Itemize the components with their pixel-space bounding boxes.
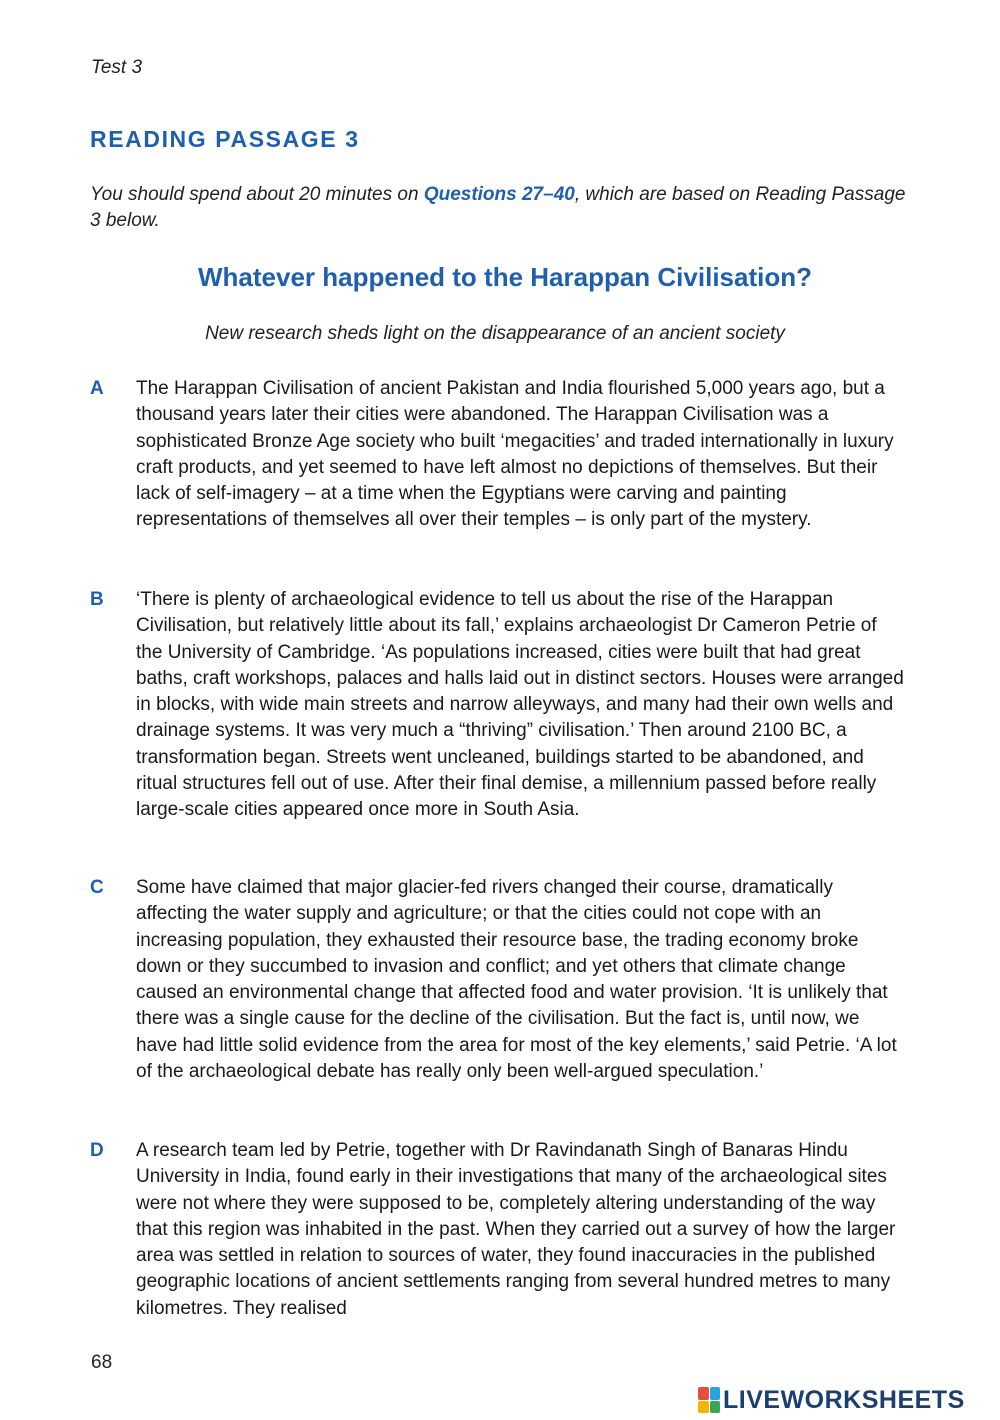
paragraph-text: Some have claimed that major glacier-fed rivers changed their course, dramatically affecting the water supply and agriculture; or that the cities could not cope with an increasing population, they exhausted their resource base, the trading economy broke down or they succumbed to invasion and conflict; and yet others that climate change caused an environmental change that affected food and water provision. ‘It is unlikely that there was a single cause for the decline of the civilisation. But the fact is, until now, we have had little solid evidence from the area for most of the key elements,’ said Petrie. ‘A lot of the archaeological debate has really only been well-argued speculation.’ (136, 877, 897, 1083)
paragraph-letter: A (90, 378, 104, 399)
instructions-before: You should spend about 20 minutes on (90, 184, 424, 205)
paragraph-letter: C (90, 877, 104, 898)
article-title: Whatever happened to the Harappan Civilisation? (198, 262, 812, 292)
paragraph-letter: D (90, 1140, 104, 1161)
passage-heading: READING PASSAGE 3 (90, 126, 360, 152)
paragraph-letter: B (90, 589, 104, 610)
question-range: Questions 27–40 (423, 184, 575, 205)
paragraph-text: A research team led by Petrie, together with Dr Ravindanath Singh of Banaras Hindu University in India, found early in their investigations that many of the archaeological sites were not where they were supposed to be, completely altering understanding of the way that this region was inhabited in the past. When they carried out a survey of how the larger area was settled in relation to sources of water, they found inaccuracies in the published geographic locations of ancient settlements ranging from several hundred metres to many kilometres. They realised (136, 1140, 896, 1319)
instructions-after: , which are based on Reading Passage 3 below. (90, 184, 906, 231)
brand-name: LIVEWORKSHEETS (723, 1385, 965, 1414)
paragraph-text: The Harappan Civilisation of ancient Pakistan and India flourished 5,000 years ago, but a thousand years later their cities were abandoned. The Harappan Civilisation was a sophisticated Bronze Age society who built ‘megacities’ and traded internationally in luxury craft products, and yet seemed to have left almost no depictions of themselves. But their lack of self-imagery – at a time when the Egyptians were carving and painting representations of themselves all over their temples – is only part of the mystery. (136, 378, 894, 531)
instructions (90, 182, 910, 234)
article-subtitle: New research sheds light on the disappearance of an ancient society (205, 323, 785, 344)
liveworksheets-brand[interactable] (698, 1384, 965, 1416)
test-label: Test 3 (91, 57, 143, 78)
paragraph-text: ‘There is plenty of archaeological evidence to tell us about the rise of the Harappan Civilisation, but relatively little about its fall,’ explains archaeologist Dr Cameron Petrie of the University of Cambridge. ‘As populations increased, cities were built that had great baths, craft workshops, palaces and halls laid out in distinct sectors. Houses were arranged in blocks, with wide main streets and narrow alleyways, and many had their own wells and drainage systems. It was very much a “thriving” civilisation.’ Then around 2100 BC, a transformation began. Streets went uncleaned, buildings started to be abandoned, and ritual structures fell out of use. After their final demise, a millennium passed before really large-scale cities appeared once more in South Asia. (136, 589, 904, 821)
page-number: 68 (91, 1352, 113, 1373)
liveworksheets-logo-icon (698, 1387, 720, 1413)
